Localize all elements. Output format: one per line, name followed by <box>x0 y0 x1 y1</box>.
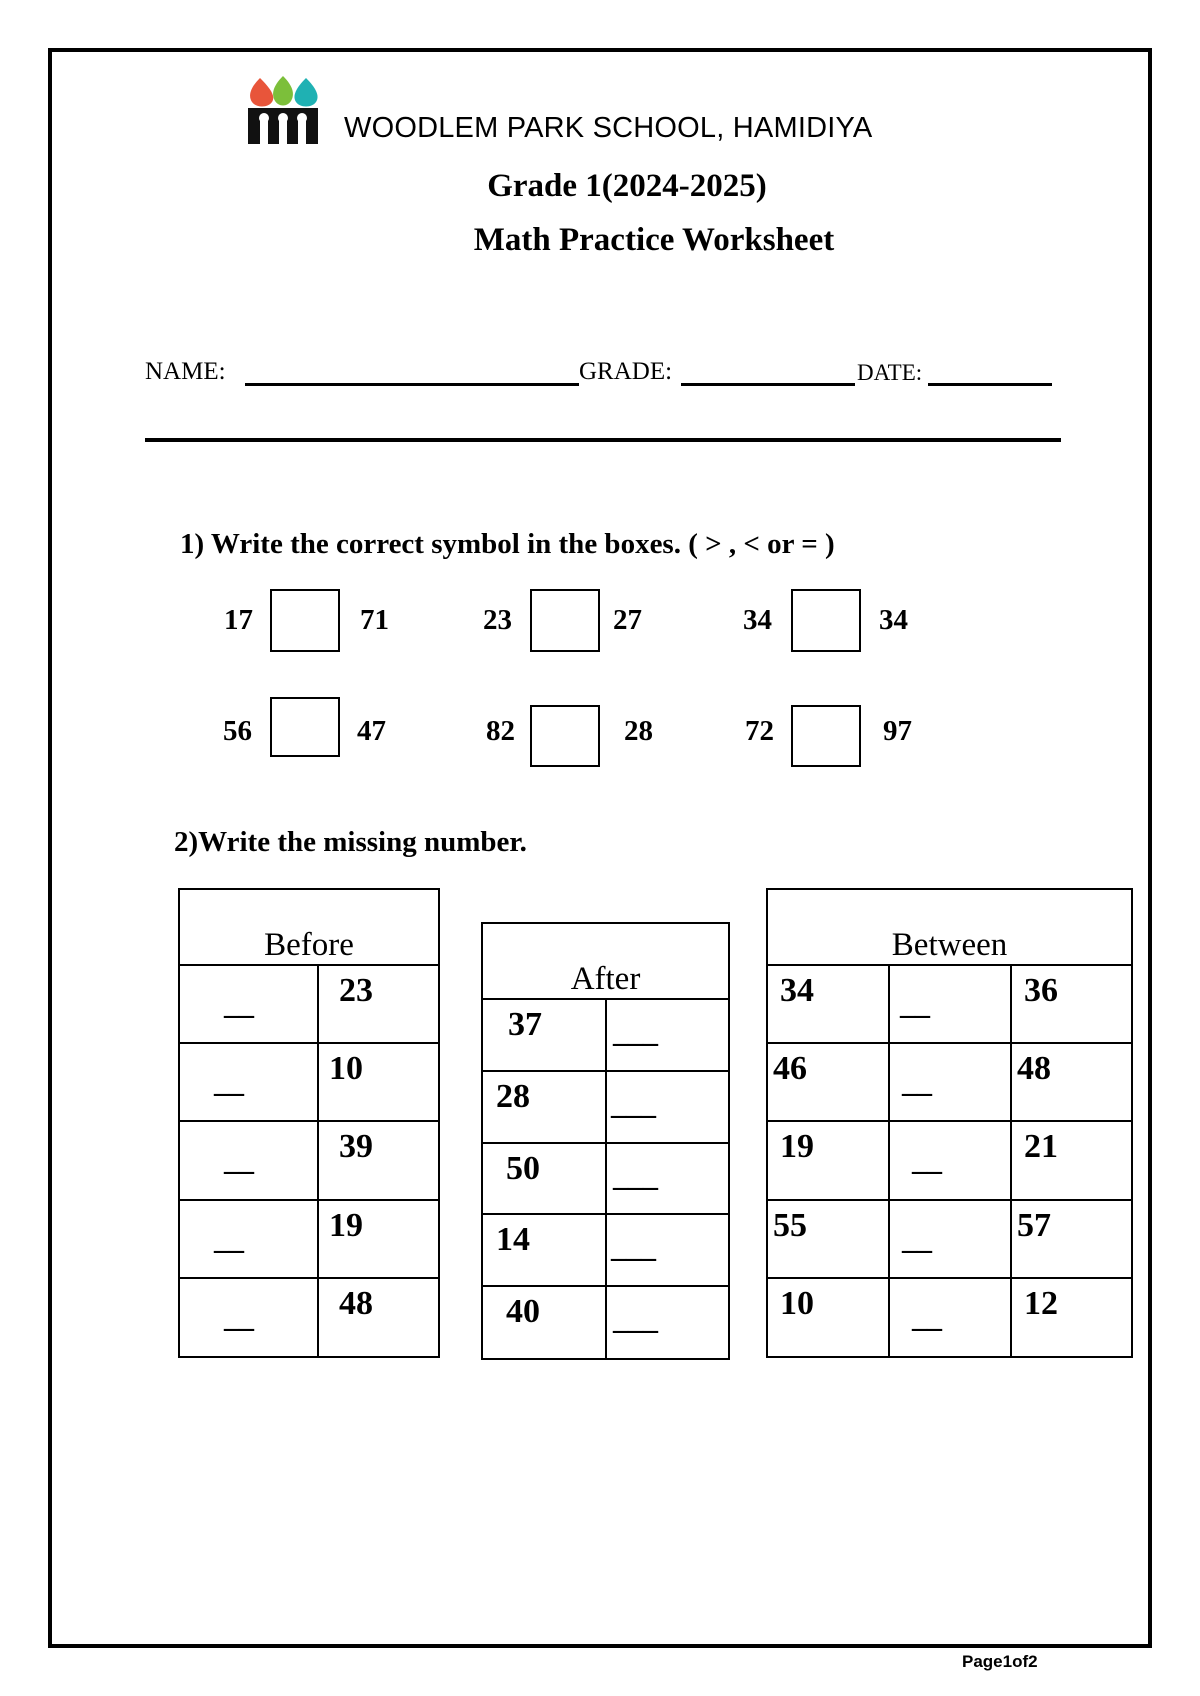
compare-left-number: 34 <box>743 604 772 636</box>
school-logo-icon <box>246 74 320 146</box>
between-header: Between <box>767 889 1132 965</box>
given-number: 23 <box>339 972 373 1009</box>
compare-right-number: 47 <box>357 715 386 747</box>
answer-blank[interactable]: ___ <box>613 1016 658 1049</box>
given-number: 10 <box>329 1050 363 1087</box>
given-number: 48 <box>1017 1050 1051 1087</box>
question-1-instruction: 1) Write the correct symbol in the boxes. ( > , < or = ) <box>180 528 835 560</box>
answer-blank[interactable]: __ <box>902 1223 932 1256</box>
compare-left-number: 82 <box>486 715 515 747</box>
given-number: 46 <box>773 1050 807 1087</box>
given-number: 37 <box>508 1006 542 1043</box>
symbol-box[interactable] <box>270 697 340 757</box>
compare-right-number: 71 <box>360 604 389 636</box>
given-number: 55 <box>773 1207 807 1244</box>
answer-blank[interactable]: ___ <box>613 1160 658 1193</box>
given-number: 14 <box>496 1221 530 1258</box>
given-number: 12 <box>1024 1285 1058 1322</box>
compare-right-number: 97 <box>883 715 912 747</box>
compare-left-number: 23 <box>483 604 512 636</box>
compare-right-number: 34 <box>879 604 908 636</box>
between-table <box>766 888 1133 1358</box>
answer-blank[interactable]: __ <box>912 1301 942 1334</box>
date-label: DATE: <box>857 360 923 385</box>
given-number: 50 <box>506 1150 540 1187</box>
compare-right-number: 27 <box>613 604 642 636</box>
grade-title: Grade 1(2024-2025) <box>487 168 767 204</box>
date-field-line[interactable] <box>928 383 1052 386</box>
question-2-instruction: 2)Write the missing number. <box>174 826 527 858</box>
before-table <box>178 888 440 1358</box>
school-name: WOODLEM PARK SCHOOL, HAMIDIYA <box>344 112 873 144</box>
worksheet-title: Math Practice Worksheet <box>473 222 835 258</box>
symbol-box[interactable] <box>270 589 340 652</box>
given-number: 28 <box>496 1078 530 1115</box>
symbol-box[interactable] <box>530 589 600 652</box>
given-number: 40 <box>506 1293 540 1330</box>
given-number: 21 <box>1024 1128 1058 1165</box>
page-number: Page1of2 <box>962 1652 1038 1671</box>
compare-left-number: 56 <box>223 715 252 747</box>
compare-left-number: 17 <box>224 604 253 636</box>
answer-blank[interactable]: __ <box>214 1223 244 1256</box>
given-number: 19 <box>329 1207 363 1244</box>
name-field-line[interactable] <box>245 383 579 386</box>
given-number: 48 <box>339 1285 373 1322</box>
answer-blank[interactable]: __ <box>224 1144 254 1177</box>
name-label: NAME: <box>145 358 226 385</box>
answer-blank[interactable]: __ <box>900 988 930 1021</box>
grade-field-line[interactable] <box>681 383 855 386</box>
given-number: 34 <box>780 972 814 1009</box>
given-number: 10 <box>780 1285 814 1322</box>
symbol-box[interactable] <box>791 705 861 767</box>
answer-blank[interactable]: __ <box>912 1144 942 1177</box>
before-header: Before <box>179 889 439 965</box>
compare-right-number: 28 <box>624 715 653 747</box>
answer-blank[interactable]: ___ <box>613 1303 658 1336</box>
given-number: 57 <box>1017 1207 1051 1244</box>
compare-left-number: 72 <box>745 715 774 747</box>
answer-blank[interactable]: __ <box>214 1066 244 1099</box>
given-number: 39 <box>339 1128 373 1165</box>
after-table <box>481 922 730 1360</box>
given-number: 36 <box>1024 972 1058 1009</box>
answer-blank[interactable]: __ <box>224 988 254 1021</box>
symbol-box[interactable] <box>791 589 861 652</box>
answer-blank[interactable]: ___ <box>611 1088 656 1121</box>
header-divider <box>145 438 1061 442</box>
after-header: After <box>482 923 729 999</box>
answer-blank[interactable]: ___ <box>611 1231 656 1264</box>
grade-label: GRADE: <box>579 358 673 385</box>
answer-blank[interactable]: __ <box>902 1066 932 1099</box>
symbol-box[interactable] <box>530 705 600 767</box>
given-number: 19 <box>780 1128 814 1165</box>
answer-blank[interactable]: __ <box>224 1301 254 1334</box>
